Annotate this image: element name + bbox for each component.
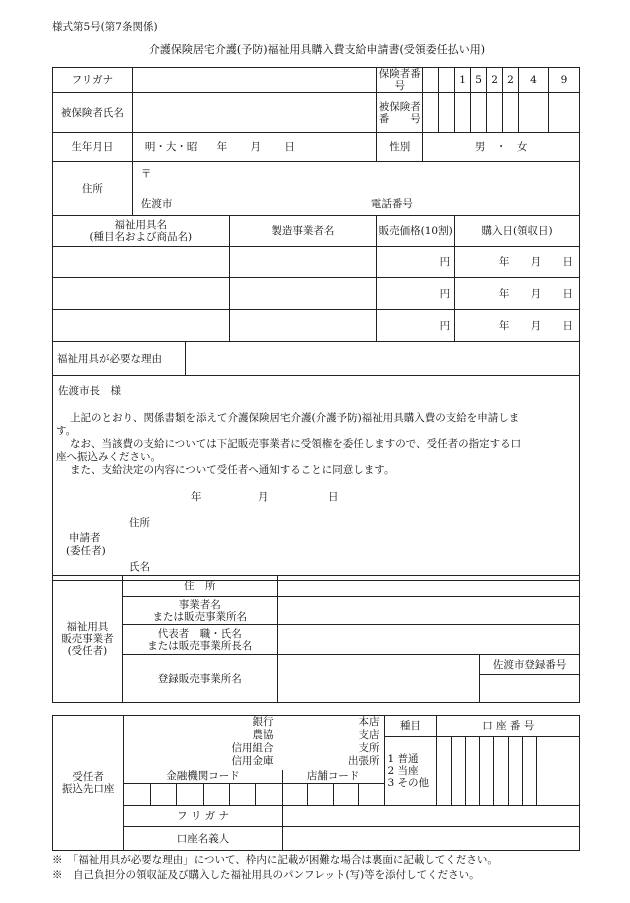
address-label: 住所 <box>53 162 133 216</box>
day-unit: 日 <box>562 287 573 300</box>
insured-name-field[interactable] <box>132 93 376 133</box>
bank-type-shinkin: 信用金庫 <box>231 755 274 767</box>
vendor-rep-2: または販売事業所長名 <box>147 639 253 652</box>
item-name-header-2: (種目名および商品名) <box>89 231 193 243</box>
insurer-digit: 5 <box>471 68 487 93</box>
insured-number-box[interactable] <box>503 93 519 133</box>
sex-label: 性別 <box>377 133 423 162</box>
insured-number-box[interactable] <box>487 93 503 133</box>
account-type-options[interactable] <box>384 737 437 806</box>
date-cell[interactable] <box>455 247 580 278</box>
store-code-label: 店舗コード <box>282 770 384 784</box>
account-type-2: 2 当座 <box>387 765 419 777</box>
note-1: ※ 「福祉用具が必要な理由」について、枠内に記載が困難な場合は裏面に記載してください。 <box>52 854 498 866</box>
price-header: 販売価格(10割) <box>377 216 455 247</box>
inst-code-box[interactable] <box>256 784 282 806</box>
account-digit-box[interactable] <box>465 737 479 806</box>
account-number-label: 口 座 番 号 <box>437 716 580 737</box>
vendor-rep-label <box>122 625 277 655</box>
bank-table <box>52 715 580 851</box>
branch-type-branch: 支店 <box>358 729 380 741</box>
inst-code-label: 金融機関コード <box>124 770 283 784</box>
branch-type-agency: 出張所 <box>348 755 380 767</box>
item-name-cell[interactable] <box>53 310 230 342</box>
bank-side-label <box>53 716 124 851</box>
insurer-digit: 4 <box>518 68 548 93</box>
vendor-side-label <box>53 576 123 703</box>
birthdate-field[interactable] <box>132 133 376 162</box>
holder-furigana-label: フ リ ガ ナ <box>124 806 283 827</box>
bank-side-1: 受任者 <box>72 771 104 783</box>
vendor-bizname-2: または販売事業所名 <box>152 610 247 623</box>
vendor-address-label: 住 所 <box>122 576 277 597</box>
day-unit: 日 <box>562 319 573 332</box>
item-name-header <box>53 216 230 247</box>
furigana-label: フリガナ <box>53 68 133 93</box>
year-unit: 年 <box>498 256 510 268</box>
store-code-box[interactable] <box>282 784 307 806</box>
insurer-digit: 2 <box>487 68 503 93</box>
declaration-para-3: また、支給決定の内容について受任者へ通知することに同意します。 <box>70 464 395 476</box>
account-digit-box[interactable] <box>494 737 508 806</box>
vendor-side-2: 販売事業者 <box>61 633 114 645</box>
store-code-box[interactable] <box>308 784 333 806</box>
applicant-label-2: (委任者) <box>66 545 106 557</box>
insured-number-label-2: 番 号 <box>378 112 421 125</box>
maker-cell[interactable] <box>229 310 377 342</box>
furigana-field[interactable] <box>132 68 376 93</box>
vendor-bizname-1: 事業者名 <box>178 598 221 611</box>
store-code-box[interactable] <box>359 784 384 806</box>
month-unit: 月 <box>530 256 542 268</box>
birth-month-label: 月 <box>250 141 262 153</box>
applicant-label-1: 申請者 <box>69 532 101 544</box>
store-code-box[interactable] <box>333 784 358 806</box>
insured-number-box[interactable] <box>471 93 487 133</box>
maker-cell[interactable] <box>229 278 377 310</box>
yen-unit: 円 <box>439 319 451 332</box>
insured-number-box[interactable] <box>518 93 548 133</box>
inst-code-box[interactable] <box>203 784 229 806</box>
vendor-side-1: 福祉用具 <box>66 621 109 633</box>
account-digit-box[interactable] <box>508 737 522 806</box>
account-holder-field[interactable] <box>282 827 579 851</box>
date-month-label: 月 <box>258 491 269 503</box>
date-cell[interactable] <box>455 310 580 342</box>
vendor-bizname-field[interactable] <box>277 597 579 625</box>
year-unit: 年 <box>498 319 510 332</box>
account-digit-box[interactable] <box>522 737 536 806</box>
date-day-label: 日 <box>328 491 339 503</box>
account-digit-box[interactable] <box>451 737 465 806</box>
postal-mark: 〒 <box>140 168 152 180</box>
date-year-label: 年 <box>191 491 202 503</box>
account-holder-label: 口座名義人 <box>124 827 283 851</box>
price-cell[interactable] <box>377 310 455 342</box>
insurer-number-label: 保険者番号 <box>378 68 421 92</box>
birth-day-label: 日 <box>284 141 295 153</box>
birthdate-label: 生年月日 <box>53 133 133 162</box>
vendor-bizname-label <box>122 597 277 625</box>
city-name: 佐渡市 <box>140 198 173 210</box>
bank-type-shinkumi: 信用組合 <box>231 742 274 754</box>
declaration-box <box>53 376 580 581</box>
insurer-spacer <box>423 68 439 93</box>
addressee: 佐渡市長 様 <box>58 385 121 397</box>
item-name-cell[interactable] <box>53 247 230 278</box>
month-unit: 月 <box>530 319 542 332</box>
declaration-para-1-cont: す。 <box>56 425 77 437</box>
price-cell[interactable] <box>377 278 455 310</box>
phone-label: 電話番号 <box>370 198 413 210</box>
reason-field[interactable] <box>185 342 579 376</box>
account-trailing-cell <box>537 737 580 806</box>
insured-number-box[interactable] <box>439 93 455 133</box>
item-name-header-1: 福祉用具名 <box>114 219 168 231</box>
note-2: ※ 自己負担分の領収証及び購入した福祉用具のパンフレット(写)等を添付してください。 <box>52 869 480 881</box>
sado-reg-number-label: 佐渡市登録番号 <box>480 655 580 675</box>
bank-name-field[interactable] <box>124 716 384 770</box>
bank-side-2: 振込先口座 <box>61 783 115 795</box>
insured-number-box[interactable] <box>548 93 579 133</box>
account-type-3: 3 その他 <box>387 777 430 789</box>
account-digit-box[interactable] <box>480 737 494 806</box>
registered-office-label: 登録販売事業所名 <box>122 655 277 703</box>
insurer-spacer <box>439 68 455 93</box>
insured-name-label: 被保険者氏名 <box>53 93 133 133</box>
registered-office-field[interactable] <box>277 655 480 703</box>
applicant-name-label: 氏名 <box>129 561 150 573</box>
inst-code-box[interactable] <box>124 784 150 806</box>
month-unit: 月 <box>530 287 542 300</box>
purchase-date-header: 購入日(領収日) <box>455 216 580 247</box>
vendor-table <box>52 575 580 703</box>
page-title: 介護保険居宅介護(予防)福祉用具購入費支給申請書(受領委任払い用) <box>148 43 486 56</box>
insured-number-label-1: 被保険者 <box>378 100 421 113</box>
yen-unit: 円 <box>439 256 451 268</box>
applicant-address-label: 住所 <box>129 517 150 529</box>
maker-cell[interactable] <box>229 247 377 278</box>
account-digit-box[interactable] <box>437 737 451 806</box>
day-unit: 日 <box>562 256 573 268</box>
maker-header: 製造事業者名 <box>229 216 377 247</box>
date-cell[interactable] <box>455 278 580 310</box>
insurer-digit: 9 <box>548 68 579 93</box>
insurer-digit: 1 <box>455 68 471 93</box>
vendor-address-field[interactable] <box>277 576 579 597</box>
insured-number-box[interactable] <box>423 93 439 133</box>
sado-reg-number-field[interactable] <box>480 675 580 703</box>
inst-code-box[interactable] <box>177 784 203 806</box>
account-type-1: 1 普通 <box>387 753 419 765</box>
declaration-para-2: なお、当該費の支給については下記販売事業者に受領権を委任しますので、受任者の指定する口 <box>70 438 522 450</box>
insurer-digit: 2 <box>503 68 519 93</box>
address-field[interactable] <box>132 162 579 216</box>
item-name-cell[interactable] <box>53 278 230 310</box>
year-unit: 年 <box>498 287 510 300</box>
vendor-rep-field[interactable] <box>277 625 579 655</box>
branch-type-head: 本店 <box>358 716 380 728</box>
application-table <box>52 67 580 581</box>
insured-number-label <box>377 93 423 133</box>
birth-year-label: 年 <box>216 141 228 153</box>
inst-code-box[interactable] <box>229 784 255 806</box>
inst-code-box[interactable] <box>150 784 176 806</box>
holder-furigana-field[interactable] <box>282 806 579 827</box>
reason-label: 福祉用具が必要な理由 <box>53 342 186 376</box>
vendor-side-3: (受任者) <box>67 645 108 657</box>
yen-unit: 円 <box>439 287 451 300</box>
insured-number-box[interactable] <box>455 93 471 133</box>
era-options: 明・大・昭 <box>144 141 198 153</box>
bank-type-nokyo: 農協 <box>252 729 274 741</box>
branch-type-branch2: 支所 <box>358 742 380 754</box>
sex-options[interactable]: 男 ・ 女 <box>423 133 580 162</box>
declaration-para-1: 上記のとおり、関係書類を添えて介護保険居宅介護(介護予防)福祉用具購入費の支給を申請しま <box>70 412 520 424</box>
price-cell[interactable] <box>377 247 455 278</box>
form-number: 様式第5号(第7条関係) <box>52 21 158 33</box>
vendor-rep-1: 代表者 職・氏名 <box>157 627 242 640</box>
declaration-para-2-cont: 座へ振込みください。 <box>56 451 161 463</box>
bank-type-bank: 銀行 <box>252 716 274 728</box>
account-type-label: 種目 <box>384 716 437 737</box>
